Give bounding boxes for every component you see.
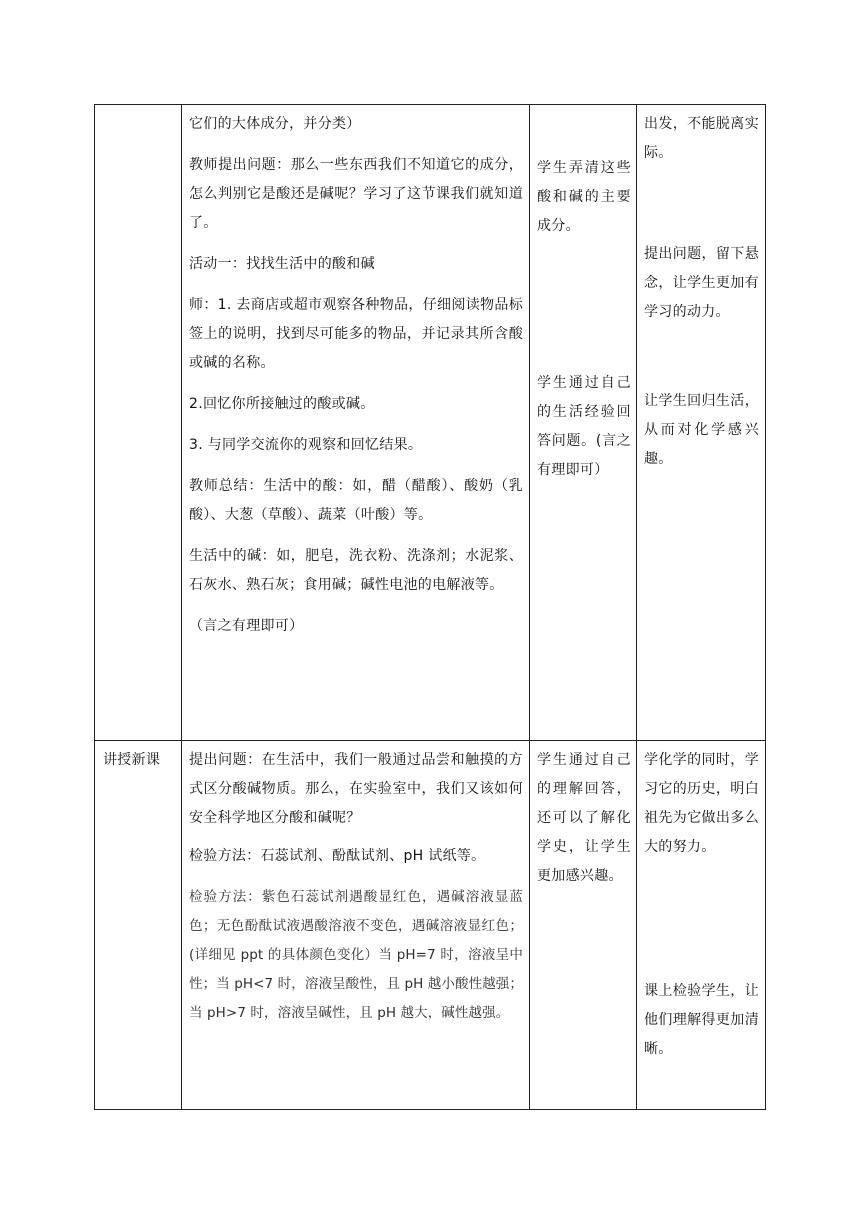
row1-intent-cell-2 — [644, 240, 759, 327]
row1-teacher-p4: 师：1. 去商店或超市观察各种物品，仔细阅读物品标签上的说明，找到尽可能多的物品，并记录其所含酸或碱的名称。 — [189, 297, 523, 371]
table-border-bottom — [94, 1109, 766, 1110]
row1-intent-cell — [644, 110, 759, 168]
table-border-top — [94, 104, 766, 105]
row1-intent-cell-3 — [644, 387, 759, 474]
column-divider-2 — [529, 104, 530, 1110]
row1-teacher-cell — [189, 110, 523, 641]
row2-stage-cell — [103, 746, 179, 775]
row1-teacher-p3: 活动一：找找生活中的酸和碱 — [189, 256, 375, 272]
row1-teacher-p7: 教师总结：生活中的酸：如，醋（醋酸）、酸奶（乳酸）、大葱（草酸）、蔬菜（叶酸）等。 — [189, 478, 523, 523]
row1-teacher-p2: 教师提出问题：那么一些东西我们不知道它的成分，怎么判别它是酸还是碱呢？学习了这节课我们就知道了。 — [189, 157, 523, 231]
row1-teacher-p1: 它们的大体成分，并分类） — [189, 116, 361, 132]
row1-student-cell-2 — [537, 369, 631, 485]
row1-student-cell — [537, 154, 631, 241]
row1-teacher-p9: （言之有理即可） — [189, 618, 304, 634]
row1-teacher-p8: 生活中的碱：如，肥皂，洗衣粉、洗涤剂；水泥浆、石灰水、熟石灰；食用碱；碱性电池的电解液等。 — [189, 548, 523, 593]
row1-intent-p1: 出发，不能脱离实际。 — [644, 116, 759, 161]
row2-teacher-p2: 检验方法：石蕊试剂、酚酞试剂、pH 试纸等。 — [189, 848, 486, 864]
row-divider — [94, 740, 766, 741]
column-divider-1 — [181, 104, 182, 1110]
row2-student-cell — [537, 746, 631, 891]
row2-teacher-cell — [189, 746, 523, 1028]
row1-intent-p3: 让学生回归生活，从而对化学感兴趣。 — [644, 393, 759, 467]
table-border-right — [765, 104, 766, 1110]
row2-intent-cell-2 — [644, 977, 759, 1064]
column-divider-3 — [636, 104, 637, 1110]
table-border-left — [94, 104, 95, 1110]
row1-student-p2: 学生通过自己的生活经验回答问题。(言之有理即可） — [537, 375, 631, 478]
row2-intent-p1: 学化学的同时，学习它的历史，明白祖先为它做出多么大的努力。 — [644, 752, 759, 855]
row2-student-p1: 学生通过自己的理解回答，还可以了解化学史，让学生更加感兴趣。 — [537, 752, 631, 884]
row2-teacher-p3: 检验方法：紫色石蕊试剂遇酸显红色，遇碱溶液显蓝色；无色酚酞试液遇酸溶液不变色，遇碱溶液显红色；(详细见 ppt 的具体颜色变化）当 pH=7 时，溶液呈中性；当 pH<7 时，溶液呈酸性，且 pH 越小酸性越强；当 pH>7 时，溶液呈碱性，且 pH 越大，碱性越强。 — [189, 889, 523, 1021]
row1-teacher-p5: 2.回忆你所接触过的酸或碱。 — [189, 396, 375, 412]
row1-teacher-p6: 3. 与同学交流你的观察和回忆结果。 — [189, 437, 423, 453]
row2-teacher-p1: 提出问题：在生活中，我们一般通过品尝和触摸的方式区分酸碱物质。那么，在实验室中，我们又该如何安全科学地区分酸和碱呢？ — [189, 752, 523, 826]
row2-intent-cell — [644, 746, 759, 862]
row2-stage-text: 讲授新课 — [103, 752, 161, 768]
row1-student-p1: 学生弄清这些酸和碱的主要成分。 — [537, 160, 631, 234]
row2-intent-p2: 课上检验学生，让他们理解得更加清晰。 — [644, 983, 759, 1057]
lesson-plan-table — [94, 104, 766, 1110]
row1-intent-p2: 提出问题，留下悬念，让学生更加有学习的动力。 — [644, 246, 759, 320]
